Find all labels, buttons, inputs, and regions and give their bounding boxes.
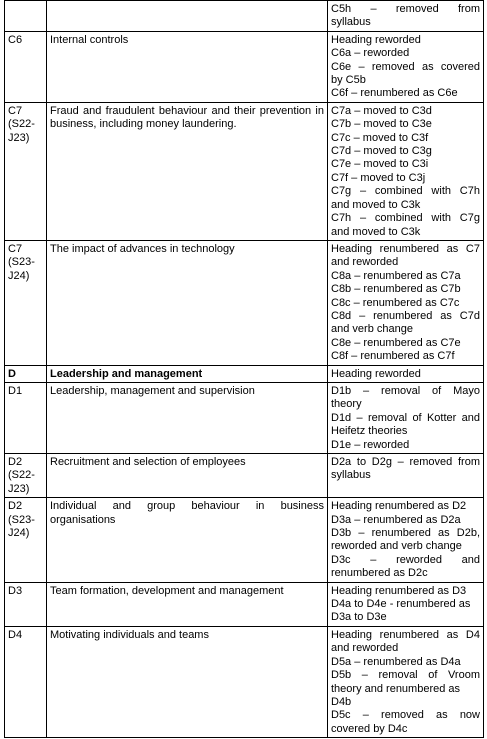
table-row [5,454,484,498]
change-line: C8e – renumbered as C7e [331,336,461,349]
table-body [5,1,484,738]
change-line: syllabus [331,16,371,29]
change-line: D3b – renumbered as D2b, [331,527,480,540]
change-line: C7e – moved to C3i [331,158,429,171]
row-changes-cell [328,1,484,32]
change-line: C7c – moved to C3f [331,131,429,144]
change-line: and reworded [331,256,399,269]
change-line: C7a – moved to C3d [331,104,432,117]
change-line: by C5b [331,74,366,87]
row-code: J23) [8,131,30,144]
change-line: Heading renumbered as D3 [331,584,467,597]
row-topic-cell [47,582,328,626]
change-line: D3a to D3e [331,611,387,624]
table-row [5,365,484,382]
row-topic-cell [47,498,328,582]
row-topic-cell [47,1,328,32]
change-line: theory and renumbered as [331,682,461,695]
change-line: renumbered as D2c [331,567,428,580]
row-topic: Team formation, development and management [50,584,284,597]
row-code-cell [5,102,47,240]
row-code: C7 [8,242,23,255]
syllabus-changes-page [4,0,483,738]
row-code: D [8,367,16,380]
row-code: C7 [8,104,23,117]
change-line: D1d – removal of Kotter and [331,411,480,424]
change-line: D2a to D2g – removed from [331,456,480,468]
row-topic-cell [47,240,328,365]
row-changes-cell [328,626,484,737]
change-line: C5h – removed from [331,3,480,15]
change-line: C7f – moved to C3j [331,171,426,184]
row-code: D1 [8,384,23,397]
change-line: covered by D4c [331,722,408,735]
table-row [5,498,484,582]
change-line: C8a – renumbered as C7a [331,269,461,282]
row-code: J24) [8,269,30,282]
table-row [5,240,484,365]
row-code-cell [5,1,47,32]
change-line: C7b – moved to C3e [331,118,432,131]
row-code-cell [5,582,47,626]
change-line: C8f – renumbered as C7f [331,350,455,363]
row-code: (S23- [8,513,35,526]
row-topic: Recruitment and selection of employees [50,456,246,468]
table-row [5,382,484,453]
row-topic: Leadership, management and supervision [50,384,255,397]
row-code: D2 [8,456,23,468]
change-line: C6f – renumbered as C6e [331,87,458,100]
row-code: C6 [8,33,23,46]
row-code: (S22- [8,118,35,131]
change-line: D1e – reworded [331,438,410,451]
row-changes-cell [328,102,484,240]
change-line: and moved to C3k [331,198,421,211]
row-code-cell [5,31,47,102]
change-line: D1b – removal of Mayo [331,384,480,397]
row-code: J23) [8,482,30,495]
change-line: Heading renumbered as C7 [331,242,480,255]
row-changes-cell [328,382,484,453]
row-topic-cell [47,102,328,240]
row-code-cell [5,382,47,453]
change-line: D3a – renumbered as D2a [331,513,461,526]
change-line: Heading renumbered as D4 [331,628,480,641]
change-line: C6a – reworded [331,47,410,60]
change-line: D4b [331,695,352,708]
row-code: D2 [8,500,23,513]
table-row [5,626,484,737]
row-changes-cell [328,240,484,365]
row-code: D4 [8,628,23,641]
row-code: J24) [8,527,30,540]
row-topic-cell [47,626,328,737]
row-code-cell [5,365,47,382]
change-line: C7h – combined with C7g [331,212,480,225]
row-changes-cell [328,31,484,102]
table-row [5,31,484,102]
row-topic: Motivating individuals and teams [50,628,209,641]
change-line: theory [331,398,362,411]
row-changes-cell [328,365,484,382]
row-topic: Leadership and management [50,367,203,380]
row-changes-cell [328,498,484,582]
table-row [5,102,484,240]
row-changes-cell [328,454,484,498]
row-topic: The impact of advances in technology [50,242,235,255]
change-line: C8d – renumbered as C7d [331,309,480,322]
row-changes-cell [328,582,484,626]
row-code: (S23- [8,256,35,269]
change-line: D5b – removal of Vroom [331,669,480,682]
row-code: D3 [8,584,23,597]
change-line: and verb change [331,323,413,336]
change-line: C8b – renumbered as C7b [331,283,461,296]
syllabus-changes-table [4,0,484,738]
row-topic-cell [47,365,328,382]
change-line: Heading renumbered as D2 [331,500,467,513]
row-code-cell [5,454,47,498]
row-topic: Internal controls [50,33,129,46]
change-line: D5a – renumbered as D4a [331,655,461,668]
row-code-cell [5,626,47,737]
table-row [5,582,484,626]
change-line: and moved to C3k [331,225,421,238]
change-line: Heifetz theories [331,425,408,438]
change-line: D3c – reworded and [331,553,480,566]
change-line: D4a to D4e - renumbered as [331,598,471,611]
change-line: C7g – combined with C7h [331,185,480,198]
row-topic-cell [47,382,328,453]
change-line: C8c – renumbered as C7c [331,296,460,309]
row-topic: Individual and group behaviour in business organisations [50,500,324,526]
row-topic-cell [47,454,328,498]
row-code-cell [5,240,47,365]
row-code: (S22- [8,469,35,482]
change-line: C6e – removed as covered [331,60,480,73]
change-line: reworded and verb change [331,540,462,553]
change-line: C7d – moved to C3g [331,145,432,158]
row-topic-cell [47,31,328,102]
row-code-cell [5,498,47,582]
row-topic: Fraud and fraudulent behaviour and their prevention in business, including money laundering. [50,104,324,131]
change-line: Heading reworded [331,33,421,46]
change-line: D5c – removed as now [331,709,480,722]
change-line: and reworded [331,642,399,655]
change-line: syllabus [331,469,371,482]
table-row [5,1,484,32]
change-line: Heading reworded [331,367,421,380]
